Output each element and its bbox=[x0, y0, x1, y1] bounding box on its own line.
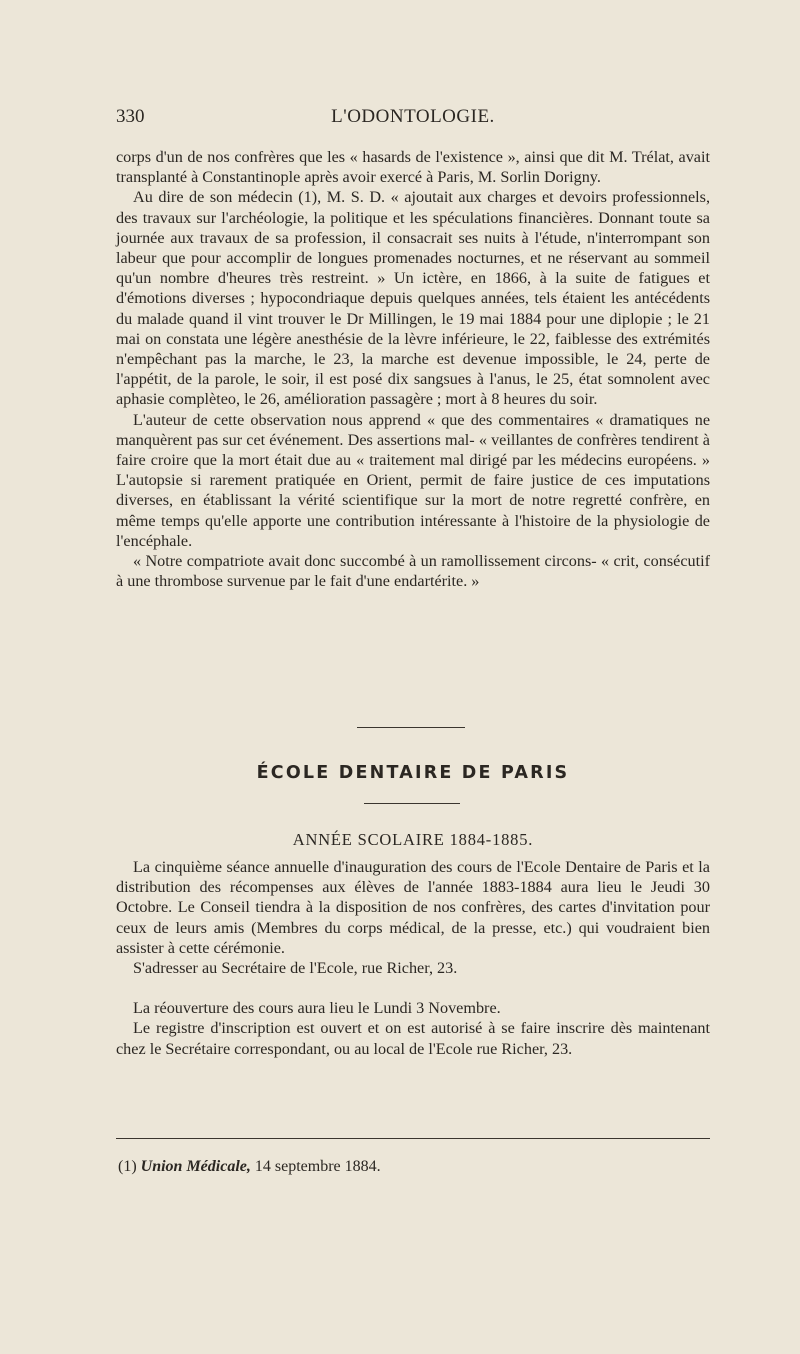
page-number: 330 bbox=[116, 106, 145, 127]
footnote-rule bbox=[116, 1138, 710, 1139]
section-title: ÉCOLE DENTAIRE DE PARIS bbox=[256, 763, 570, 783]
article-paragraph: « Notre compatriote avait donc succombé à un ramollissement circons- « crit, consécutif à une thrombose survenue par le fait d'une endartérite. » bbox=[116, 552, 710, 591]
footnote-source: Union Médicale, bbox=[140, 1158, 251, 1175]
article-paragraph: corps d'un de nos confrères que les « hasards de l'existence », ainsi que dit M. Trélat, avait transplanté à Constantinople après avoir exercé à Paris, M. Sorlin Dorigny. bbox=[116, 148, 710, 187]
article-body bbox=[116, 147, 710, 591]
section-paragraph: La réouverture des cours aura lieu le Lundi 3 Novembre. bbox=[133, 999, 501, 1018]
section-subtitle: ANNÉE SCOLAIRE 1884-1885. bbox=[292, 830, 534, 849]
running-title: L'ODONTOLOGIE. bbox=[331, 106, 495, 127]
page-header bbox=[116, 106, 710, 132]
footnote-marker: (1) bbox=[118, 1158, 137, 1175]
footnote-date: 14 septembre 1884. bbox=[254, 1158, 381, 1175]
divider bbox=[357, 727, 465, 728]
section-paragraph: La cinquième séance annuelle d'inauguration des cours de l'Ecole Dentaire de Paris et la distribution des récompenses aux élèves de l'année 1883-1884 aura lieu le Jeudi 30 Octobre. Le Conseil tiendra à la disposition de nos confrères, des cartes d'invitation pour ceux de leurs amis (Membres du corps médical, de la presse, etc.) qui voudraient bien assister à cette cérémonie. bbox=[116, 858, 710, 957]
article-paragraph: Au dire de son médecin (1), M. S. D. « ajoutait aux charges et devoirs professionnels, des travaux sur l'archéologie, la politique et les spéculations financières. Donnant toute sa journée aux travaux de sa profession, il consacrait ses nuits à l'étude, n'interrompant son labeur que pour accomplir de longues promenades nocturnes, et ne réservant au sommeil qu'un nombre d'heures très restreint. » Un ictère, en 1866, à la suite de fatigues et d'émotions diverses ; hypocondriaque depuis quelques années, tels étaient les antécédents du malade quand il vint trouver le Dr Millingen, le 19 mai 1884 pour une diplopie ; le 21 mai on constata une légère anesthésie de la lèvre inférieure, le 22, faiblesse des extrémités n'empêchant pas la marche, le 23, la marche est devenue impossible, le 24, perte de l'appétit, de la parole, le soir, il est posé dix sangsues à l'anus, le 25, état somnolent avec aphasie complèteo, le 26, amélioration passagère ; mort à 8 heures du soir. bbox=[116, 188, 710, 409]
divider bbox=[364, 803, 460, 804]
section-paragraph: Le registre d'inscription est ouvert et on est autorisé à se faire inscrire dès maintenant chez le Secrétaire correspondant, ou au local de l'Ecole rue Richer, 23. bbox=[116, 1019, 710, 1058]
section-body bbox=[116, 857, 710, 1059]
footnote bbox=[118, 1158, 708, 1176]
section-paragraph: S'adresser au Secrétaire de l'Ecole, rue Richer, 23. bbox=[133, 959, 458, 978]
article-paragraph: L'auteur de cette observation nous apprend « que des commentaires « dramatiques ne manquèrent pas sur cet événement. Des assertions mal- « veillantes de confrères tendirent à faire croire que la mort était due au « traitement mal dirigé par les médecins européens. » L'autopsie si rarement pratiquée en Orient, permit de faire justice de ces imputations diverses, en établissant la vérité scientifique sur la mort de notre regretté confrère, en même temps qu'elle apporte une contribution intéressante à l'histoire de la physiologie de l'encéphale. bbox=[116, 410, 710, 550]
